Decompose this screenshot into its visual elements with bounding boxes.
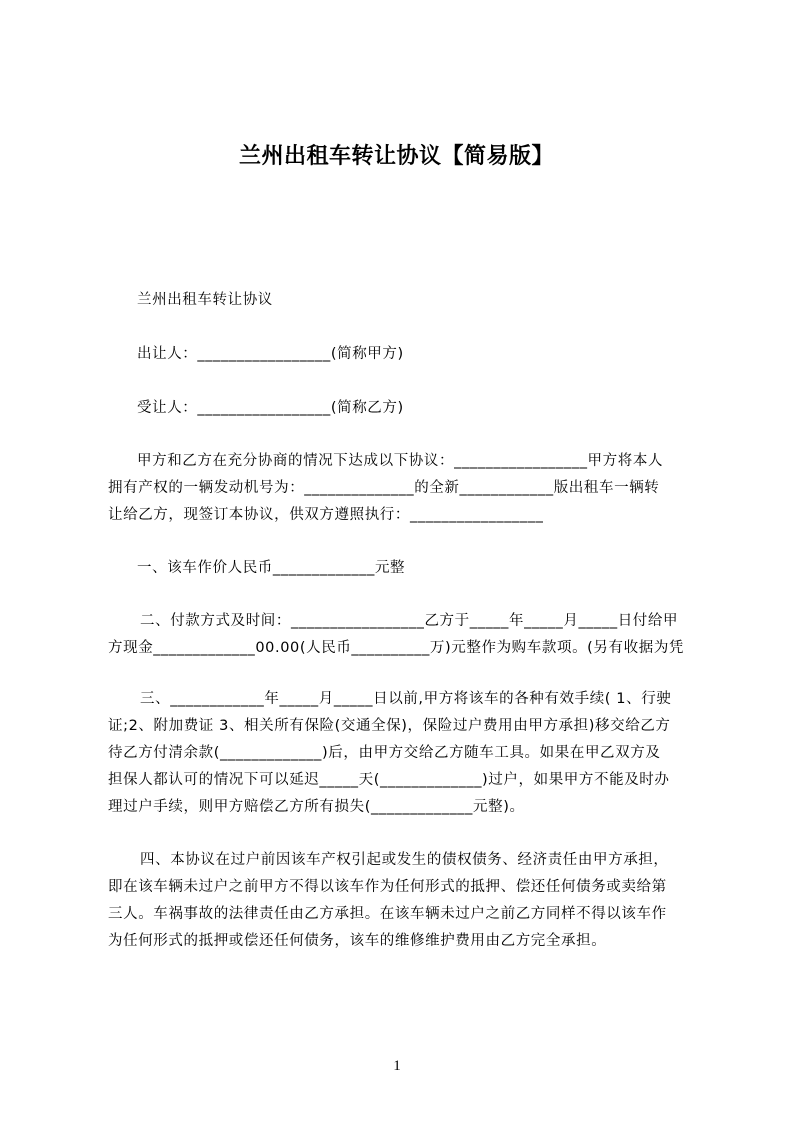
page-number: 1 bbox=[393, 1058, 401, 1074]
clause-line: 方现金_____________00.00(人民币__________万)元整作为购车款项。(另有收据为凭 bbox=[108, 640, 685, 656]
clause-line: 一、该车作价人民币_____________元整 bbox=[137, 560, 406, 576]
clause-line: 三人。车祸事故的法律责任由乙方承担。在该车辆未过户之前乙方同样不得以该车作 bbox=[108, 906, 667, 922]
clause-line: 三、____________年_____月_____日以前,甲方将该车的各种有效手续( 1、行驶 bbox=[140, 691, 672, 707]
agreement-heading: 兰州出租车转让协议 bbox=[137, 292, 273, 308]
intro-line: 让给乙方，现签订本协议，供双方遵照执行：_________________ bbox=[108, 507, 544, 523]
clause-line: 二、付款方式及时间：_________________乙方于_____年_____月_____日付给甲 bbox=[140, 613, 679, 629]
intro-line: 拥有产权的一辆发动机号为：______________的全新____________版出租车一辆转 bbox=[108, 480, 660, 496]
clause-line: 待乙方付清余款(_____________)后，由甲方交给乙方随车工具。如果在甲乙双方及 bbox=[108, 745, 661, 761]
document-title: 兰州出租车转让协议【简易版】 bbox=[238, 144, 554, 169]
transferor-line: 出让人：_________________(简称甲方) bbox=[137, 346, 404, 362]
clause-line: 为任何形式的抵押或偿还任何债务，该车的维修维护费用由乙方完全承担。 bbox=[108, 933, 607, 949]
transferee-line: 受让人：_________________(简称乙方) bbox=[137, 400, 404, 416]
clause-line: 理过户手续，则甲方赔偿乙方所有损失(_____________元整)。 bbox=[108, 799, 525, 815]
clause-line: 四、本协议在过户前因该车产权引起或发生的债权债务、经济责任由甲方承担， bbox=[140, 852, 669, 868]
clause-line: 即在该车辆未过户之前甲方不得以该车作为任何形式的抵押、偿还任何债务或卖给第 bbox=[108, 879, 667, 895]
clause-line: 证;2、附加费证 3、相关所有保险(交通全保)，保险过户费用由甲方承担)移交给乙方 bbox=[108, 718, 671, 734]
intro-line: 甲方和乙方在充分协商的情况下达成以下协议：_________________甲方将本人 bbox=[137, 453, 664, 469]
clause-line: 担保人都认可的情况下可以延迟_____天(_____________)过户，如果甲方不能及时办 bbox=[108, 772, 670, 788]
